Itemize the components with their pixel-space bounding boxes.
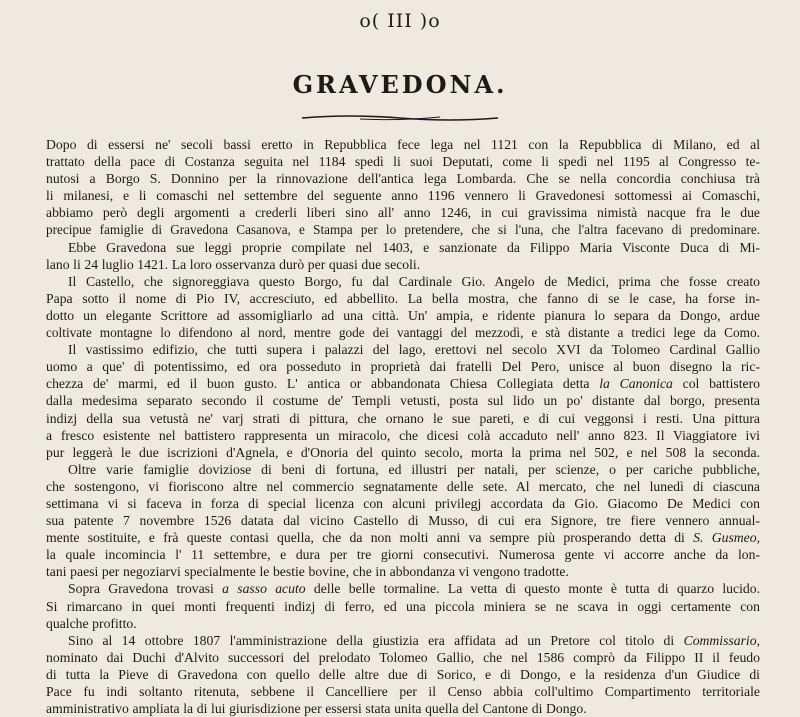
text-line: sua patente 7 novembre 1526 datata dal vicino Castello di Musso, di cui era Signore, tre fiere vennero annual- [46, 513, 760, 529]
text-line: abbiamo però degli argomenti a crederli liberi sino all' anno 1246, in cui gravissima nimistà nacque fra le due [46, 205, 760, 221]
text-line: nominato dai Duchi d'Alvito successori del prelodato Tolomeo Gallio, che nel 1586 comprò da Filippo II il feudo [46, 649, 760, 665]
text-line: indizj della sua vetustà ne' varj strati di pittura, che ornano le sue pareti, e di cui veggonsi i resti. Una pittura [46, 410, 760, 426]
text-line: trattato della pace di Costanza seguita nel 1184 spedì li suoi Deputati, come li spedì nel 1195 al Congresso te- [46, 154, 760, 170]
text-line: Dopo di essersi ne' secoli bassi eretto in Repubblica fece lega nel 1121 con la Repubblica di Milano, ed al [46, 137, 760, 152]
text-line: di tutta la Pieve di Gravedona con quello delle altre due di Sorico, e di Dongo, e la residenza d'un Giudice di [46, 666, 760, 682]
body-text [46, 136, 760, 717]
text-segment: chezza de' marmi, ed il buon gusto. L' antica or abbandonata Chiesa Collegiata detta [46, 376, 600, 392]
text-line: tani paesi per negoziarvi specialmente le bestie bovine, che in abbondanza vi vengono tradotte. [46, 564, 569, 580]
text-segment: Sino al 14 ottobre 1807 l'amministrazione della giustizia era affidata ad un Pretore col titolo di [68, 632, 684, 648]
text-line: a fresco esistente nel battistero rappresenta un miracolo, che dicesi colà accaduto nell' anno 823. Il Viaggiatore ivi [46, 427, 760, 443]
text-line: che sostengono, vi fioriscono altre nel commercio segnatamente delle sete. Al mercato, che nel lunedì di ciascuna [46, 478, 760, 494]
text-line: Ebbe Gravedona sue leggi proprie compilate nel 1403, e sanzionate da Filippo Maria Visconte Duca di Mi- [68, 239, 760, 255]
text-line: lano li 24 luglio 1421. La loro osservanza durò per quasi due secoli. [46, 256, 421, 272]
text-line: Pace fu indi soltanto ritenuta, sebbene il Cancelliere per il Censo abbia coll'ultimo Compartimento territoriale [46, 684, 760, 699]
text-line [46, 632, 760, 649]
text-line: qualche profitto. [46, 615, 137, 631]
text-line [46, 375, 760, 392]
text-line [46, 580, 760, 597]
text-segment: , [756, 530, 760, 546]
text-line: uomo a que' dì potentissimo, ed ora posseduto in proprietà dai fratelli Del Pero, unisce al buon disegno la ric- [46, 359, 760, 375]
text-line: pur leggerà le due iscrizioni d'Agnela, e d'Onoria del quinto secolo, morta la prima nel 502, e nel 508 la seconda. [46, 444, 760, 460]
italic-term: a sasso acuto [222, 581, 306, 597]
italic-term: la Canonica [599, 376, 673, 392]
page-title: GRAVEDONA. [292, 70, 508, 99]
text-line: nutosi a Borgo S. Donnino per la rinnovazione dell'antica lega Lombarda. Che se nella concordia conchiusa trà [46, 171, 760, 187]
text-segment: mente sostituite, e frà queste contasi quella, che da non molti anni va sempre più prosperando detta di [46, 530, 694, 546]
text-line: la quale incomincia l' 11 settembre, e dura per tre giorni consecutivi. Numerosa gente vi accorre anche da lon- [46, 547, 760, 563]
text-line: Il vastissimo edifizio, che tutti supera i palazzi del lago, erettovi nel secolo XVI da Tolomeo Cardinal Gallio [68, 342, 760, 358]
italic-term: Commissario [683, 632, 757, 648]
text-segment: Sopra Gravedona trovasi [68, 581, 223, 597]
text-line: Oltre varie famiglie doviziose di beni di fortuna, ed illustri per natali, per scienze, o per cariche pubbliche, [68, 461, 760, 477]
text-segment: , [756, 632, 760, 648]
text-line [46, 529, 760, 546]
text-line: Papa sotto il nome di Pio IV, accresciuto, ed abbellito. La bella mostra, che fanno di se le case, ha forse in- [46, 290, 760, 306]
text-line: dotto un elegante Scrittore ad assomigliarlo ad una città. Un' ampia, e ridente pianura lo separa da Dongo, ardue [46, 307, 760, 323]
text-line: li milanesi, e li comaschi nel settembre del seguente anno 1196 vennero li Gravedonesi sottomessi ai Comaschi, [46, 188, 760, 204]
text-line: precipue famiglie di Gravedona Casanova, e Stampa per lo pretendere, che si l'una, che l'altra facevano di predominare. [46, 222, 760, 238]
text-line: Si rimarcano in quei monti frequenti indizj di ferro, ed una piccola miniera se ne scava in oggi certamente con [46, 598, 760, 614]
italic-term: S. Gusmeo [693, 530, 757, 546]
text-line: amministrativo ampliata la di lui giurisdizione per essersi stata unita quella del Cantone di Dongo. [46, 701, 587, 717]
text-line: Il Castello, che signoreggiava questo Borgo, fu dal Cardinale Gio. Angelo de Medici, prima che fosse creato [68, 273, 760, 289]
text-segment: col battistero [672, 376, 761, 392]
text-segment: delle belle tormaline. La vetta di questo monte è tutta di quarzo lucido. [305, 581, 760, 597]
title-ornament-rule [300, 112, 500, 124]
text-line: settimana vi si faceva in forza di special licenza con alcuni privilegj accordata da Gio. Giacomo De Medici con [46, 495, 760, 511]
text-line: dalla medesima separato secondo il costume de' Templi vetusti, posta sul lido un po' distante dal borgo, presenta [46, 393, 760, 409]
text-line: coltivate montagne lo difendono al nord, mentre gode dei vantaggi del mezzodì, e stà distante a tredici lege da Como. [46, 325, 760, 341]
page-number: o( III )o [359, 10, 441, 32]
